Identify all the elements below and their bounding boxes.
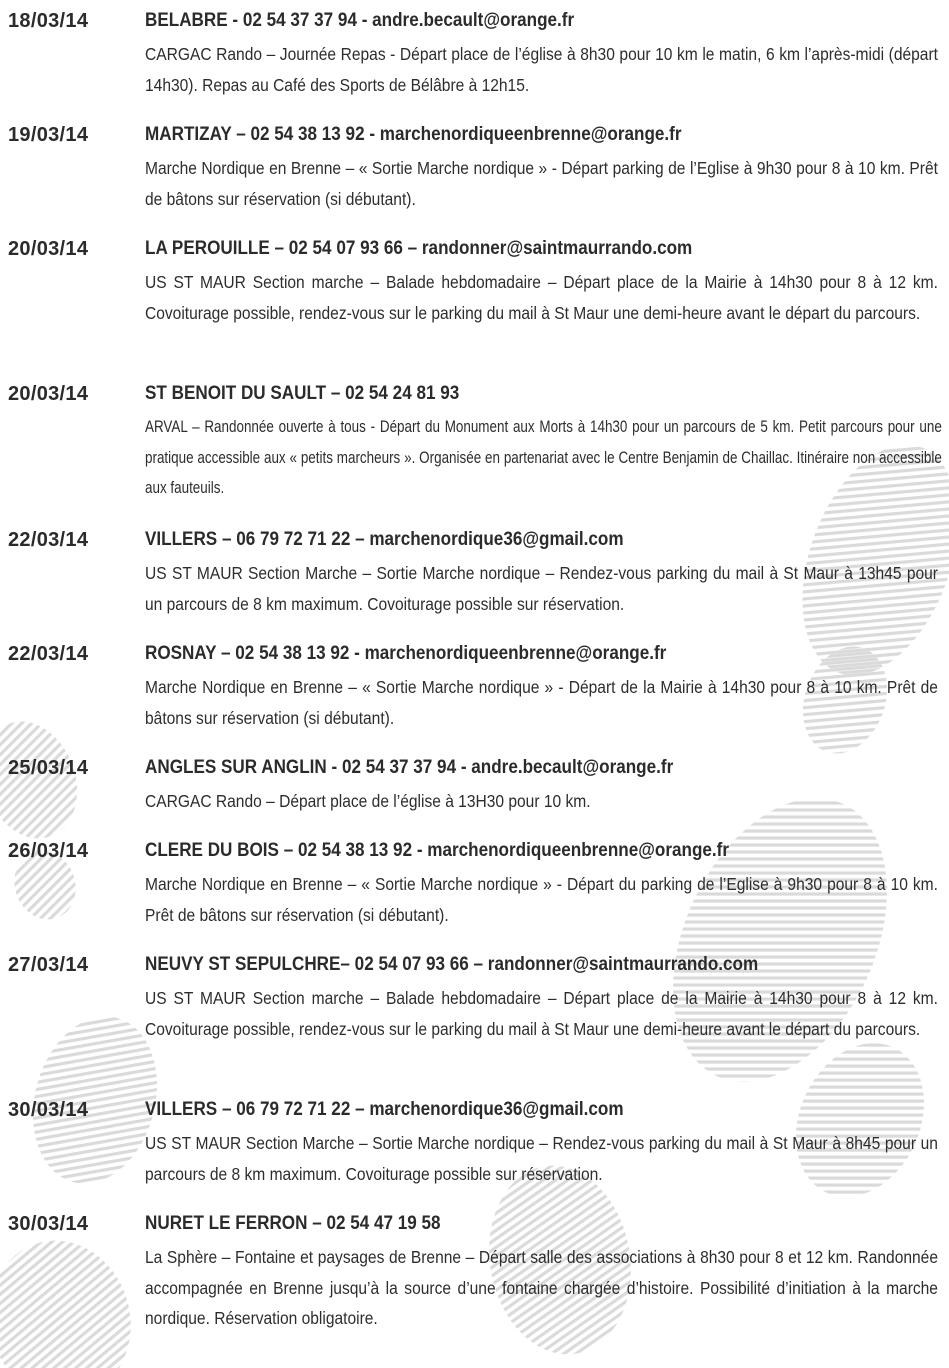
event-date: 22/03/14 xyxy=(8,529,89,551)
event-description: CARGAC Rando – Départ place de l’église à 13H30 pour 10 km. xyxy=(145,791,591,811)
event-heading: ST BENOIT DU SAULT – 02 54 24 81 93 xyxy=(145,383,460,404)
event-date: 20/03/14 xyxy=(8,238,89,260)
event-date: 19/03/14 xyxy=(8,124,89,146)
event-date: 30/03/14 xyxy=(8,1099,89,1121)
event-heading: MARTIZAY – 02 54 38 13 92 - marchenordiqueenbrenne@orange.fr xyxy=(145,124,682,145)
event-description: US ST MAUR Section marche – Balade hebdomadaire – Départ place de la Mairie à 14h30 pour 8 à 12 km. Covoiturage possible, rendez-vous sur le parking du mail à St Maur une demi-heure avant le départ du parcours. xyxy=(145,988,938,1039)
event-heading: NURET LE FERRON – 02 54 47 19 58 xyxy=(145,1213,441,1234)
shoe-print-icon xyxy=(0,708,93,928)
event-heading: LA PEROUILLE – 02 54 07 93 66 – randonner@saintmaurrando.com xyxy=(145,238,693,259)
event-heading: VILLERS – 06 79 72 71 22 – marchenordique36@gmail.com xyxy=(145,1099,624,1120)
event-description: Marche Nordique en Brenne – « Sortie Marche nordique » - Départ de la Mairie à 14h30 pour 8 à 10 km. Prêt de bâtons sur réservation (si débutant). xyxy=(145,677,938,728)
event-date: 26/03/14 xyxy=(8,840,89,862)
event-description: CARGAC Rando – Journée Repas - Départ place de l’église à 8h30 pour 10 km le matin, 6 km l’après-midi (départ 14h30). Repas au Café des Sports de Bélâbre à 12h15. xyxy=(145,44,938,95)
event-heading: CLERE DU BOIS – 02 54 38 13 92 - marchenordiqueenbrenne@orange.fr xyxy=(145,840,730,861)
event-description: La Sphère – Fontaine et paysages de Brenne – Départ salle des associations à 8h30 pour 8 et 12 km. Randonnée accompagnée en Brenne jusqu’à la source d’une fontaine chargée d’histoire. Possibilité d’initiation à la marche nordique. Réservation obligatoire. xyxy=(145,1247,938,1328)
event-description: ARVAL – Randonnée ouverte à tous - Départ du Monument aux Morts à 14h30 pour un parcours de 5 km. Petit parcours pour une pratique accessible aux « petits marcheurs ». Organisée en partenariat avec le Centre Benjamin de Chaillac. Itinéraire non accessible aux fauteuils. xyxy=(145,418,942,497)
event-description: US ST MAUR Section marche – Balade hebdomadaire – Départ place de la Mairie à 14h30 pour 8 à 12 km. Covoiturage possible, rendez-vous sur le parking du mail à St Maur une demi-heure avant le départ du parcours. xyxy=(145,272,938,323)
event-date: 18/03/14 xyxy=(8,10,89,32)
event-heading: BELABRE - 02 54 37 37 94 - andre.becault@orange.fr xyxy=(145,10,575,31)
event-date: 25/03/14 xyxy=(8,757,89,779)
event-heading: NEUVY ST SEPULCHRE– 02 54 07 93 66 – randonner@saintmaurrando.com xyxy=(145,954,759,975)
shoe-print-icon xyxy=(0,1225,148,1368)
event-date: 22/03/14 xyxy=(8,643,89,665)
event-date: 27/03/14 xyxy=(8,954,89,976)
event-description: Marche Nordique en Brenne – « Sortie Marche nordique » - Départ du parking de l’Eglise à 9h30 pour 8 à 10 km. Prêt de bâtons sur réservation (si débutant). xyxy=(145,874,938,925)
event-description: Marche Nordique en Brenne – « Sortie Marche nordique » - Départ parking de l’Eglise à 9h30 pour 8 à 10 km. Prêt de bâtons sur réservation (si débutant). xyxy=(145,158,938,209)
event-heading: VILLERS – 06 79 72 71 22 – marchenordique36@gmail.com xyxy=(145,529,624,550)
event-date: 30/03/14 xyxy=(8,1213,89,1235)
event-heading: ROSNAY – 02 54 38 13 92 - marchenordiqueenbrenne@orange.fr xyxy=(145,643,667,664)
event-description: US ST MAUR Section Marche – Sortie Marche nordique – Rendez-vous parking du mail à St Maur à 13h45 pour un parcours de 8 km maximum. Covoiturage possible sur réservation. xyxy=(145,563,938,614)
event-description: US ST MAUR Section Marche – Sortie Marche nordique – Rendez-vous parking du mail à St Maur à 8h45 pour un parcours de 8 km maximum. Covoiturage possible sur réservation. xyxy=(145,1133,938,1184)
event-date: 20/03/14 xyxy=(8,383,89,405)
event-heading: ANGLES SUR ANGLIN - 02 54 37 37 94 - andre.becault@orange.fr xyxy=(145,757,674,778)
